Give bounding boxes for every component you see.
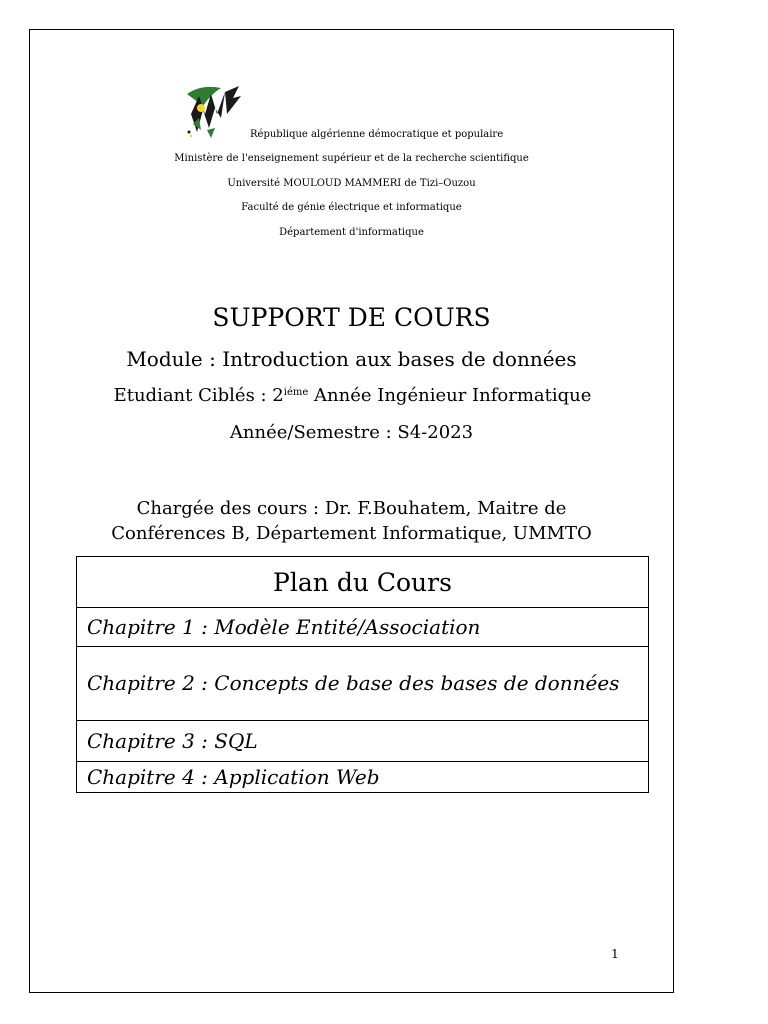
plan-chapter-3: Chapitre 3 : SQL [77,721,649,762]
plan-chapter-2: Chapitre 2 : Concepts de base des bases de données [77,647,649,721]
plan-heading: Plan du Cours [77,557,649,608]
faculty-line: Faculté de génie électrique et informatique [241,202,462,213]
document-title: SUPPORT DE COURS [212,303,491,332]
students-suffix: Année Ingénieur Informatique [308,385,592,406]
ministry-line: Ministère de l'enseignement supérieur et de la recherche scientifique [174,153,529,164]
republic-line: République algérienne démocratique et populaire [250,129,504,140]
course-plan-table [76,556,649,793]
university-logo-icon [181,84,251,142]
target-students-line [60,384,645,408]
year-semester-line: Année/Semestre : S4-2023 [229,422,474,443]
module-line: Module : Introduction aux bases de données [126,347,577,371]
plan-chapter-1: Chapitre 1 : Modèle Entité/Association [77,608,649,647]
department-line: Département d'informatique [279,227,424,238]
teacher-line-1: Chargée des cours : Dr. F.Bouhatem, Maitre de [136,498,567,519]
page-number: 1 [611,947,619,961]
teacher-line-2: Conférences B, Département Informatique, UMMTO [111,523,592,544]
students-prefix: Etudiant Ciblés : 2 [113,385,284,406]
university-line: Université MOULOUD MAMMERI de Tizi–Ouzou [227,178,476,189]
teacher-block [29,496,674,546]
students-superscript: iéme [283,387,309,398]
plan-chapter-4: Chapitre 4 : Application Web [77,762,649,793]
